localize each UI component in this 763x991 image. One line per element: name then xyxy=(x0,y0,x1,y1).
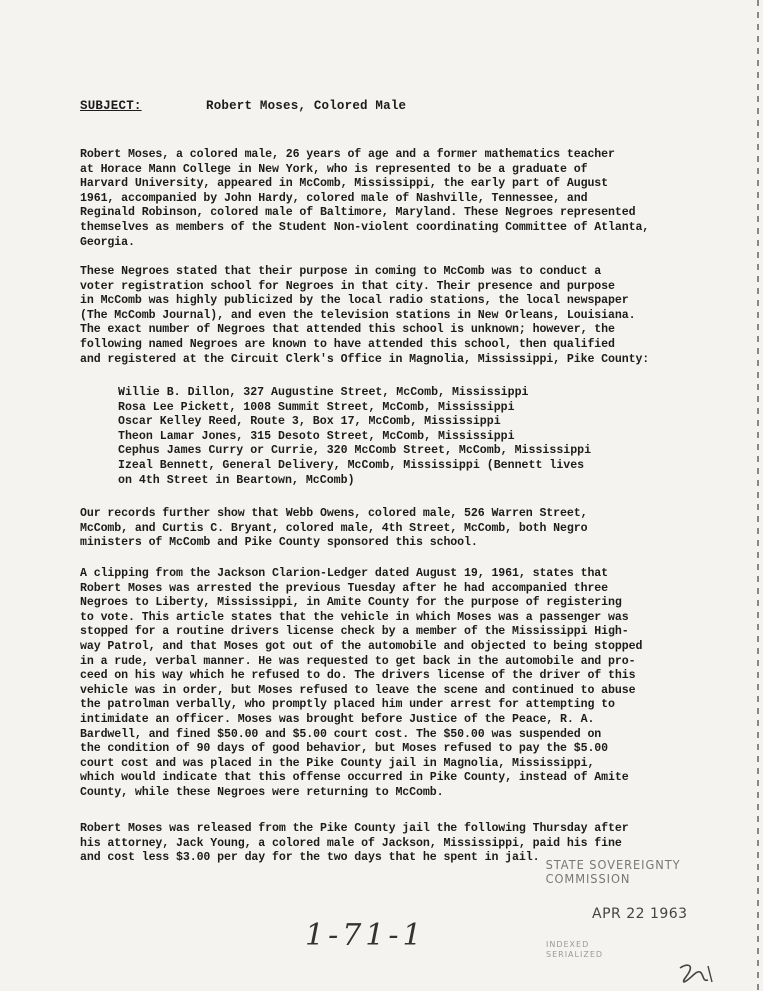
date-stamp: APR 22 1963 xyxy=(592,906,688,922)
paragraph-intro: Robert Moses, a colored male, 26 years of age and a former mathematics teacher at Horace Mann College in New York, who is represented to be a graduate of Harvard University, appeared in McComb, Mississippi, the early part of August 1961, accompanied by John Hardy, colored male of Nashville, Tennessee, and Reginald Robinson, colored male of Baltimore, Maryland. These Negroes represented themselves as members of the Student Non-violent coordinating Committee of Atlanta, Georgia. xyxy=(80,148,650,249)
indexed-stamp: INDEXED xyxy=(546,940,590,949)
page-edge-divider xyxy=(757,0,759,990)
paragraph-arrest: A clipping from the Jackson Clarion-Ledger dated August 19, 1961, states that Robert Moses was arrested the previous Tuesday after he had accompanied three Negroes to Liberty, Mississippi, in Amite County for the purpose of registering to vote. This article states that the vehicle in which Moses was a passenger was stopped for a routine drivers license check by a member of the Mississippi High- way Patrol, and that Moses got out of the automobile and objected to being stopped in a rude, verbal manner. He was requested to get back in the automobile and pro- ceed on his way which he refused to do. The drivers license of the driver of this vehicle was in order, but Moses refused to leave the scene and continued to abuse the patrolman verbally, who promptly placed him under arrest for attempting to intimidate an officer. Moses was brought before Justice of the Peace, R. A. Bardwell, and fined $50.00 and $5.00 court cost. The $50.00 was suspended on the condition of 90 days of good behavior, but Moses refused to pay the $5.00 court cost and was placed in the Pike County jail in Magnolia, Mississippi, which would indicate that this offense occurred in Pike County, instead of Amite County, while these Negroes were returning to McComb. xyxy=(80,567,643,799)
list-item: Izeal Bennett, General Delivery, McComb, Mississippi (Bennett lives on 4th Street in Beartown, McComb) xyxy=(118,458,585,487)
agency-stamp: STATE SOVEREIGNTY COMMISSION xyxy=(545,858,681,886)
attendee-list xyxy=(118,386,678,488)
handwritten-initials-icon xyxy=(678,962,718,991)
paragraph-release: Robert Moses was released from the Pike County jail the following Thursday after his attorney, Jack Young, a colored male of Jackson, Mississippi, paid his fine and cost less $3.00 per day for the two days that he spent in jail. xyxy=(80,822,629,865)
list-item: Cephus James Curry or Currie, 320 McComb Street, McComb, Mississippi xyxy=(118,444,592,458)
subject-label: SUBJECT: xyxy=(80,99,142,113)
subject-value: Robert Moses, Colored Male xyxy=(206,99,407,113)
list-item: Willie B. Dillon, 327 Augustine Street, McComb, Mississippi xyxy=(118,386,529,399)
subject-line xyxy=(80,99,407,113)
list-item: Oscar Kelley Reed, Route 3, Box 17, McComb, Mississippi xyxy=(118,415,501,429)
handwritten-file-number: 1-71-1 xyxy=(305,918,426,953)
paragraph-sponsors: Our records further show that Webb Owens, colored male, 526 Warren Street, McComb, and Curtis C. Bryant, colored male, 4th Street, McComb, both Negro ministers of McComb and Pike County sponsored this school. xyxy=(80,507,588,550)
serialized-stamp: SERIALIZED xyxy=(546,950,604,959)
paragraph-purpose: These Negroes stated that their purpose in coming to McComb was to conduct a voter registration school for Negroes in that city. Their presence and purpose in McComb was highly publicized by the local radio stations, the local newspaper (The McComb Journal), and even the television stations in New Orleans, Louisiana. The exact number of Negroes that attended this school is unknown; however, the following named Negroes are known to have attended this school, then qualified and registered at the Circuit Clerk's Office in Magnolia, Mississippi, Pike County: xyxy=(80,265,650,366)
list-item: Rosa Lee Pickett, 1008 Summit Street, McComb, Mississippi xyxy=(118,400,515,414)
list-item: Theon Lamar Jones, 315 Desoto Street, McComb, Mississippi xyxy=(118,429,515,443)
